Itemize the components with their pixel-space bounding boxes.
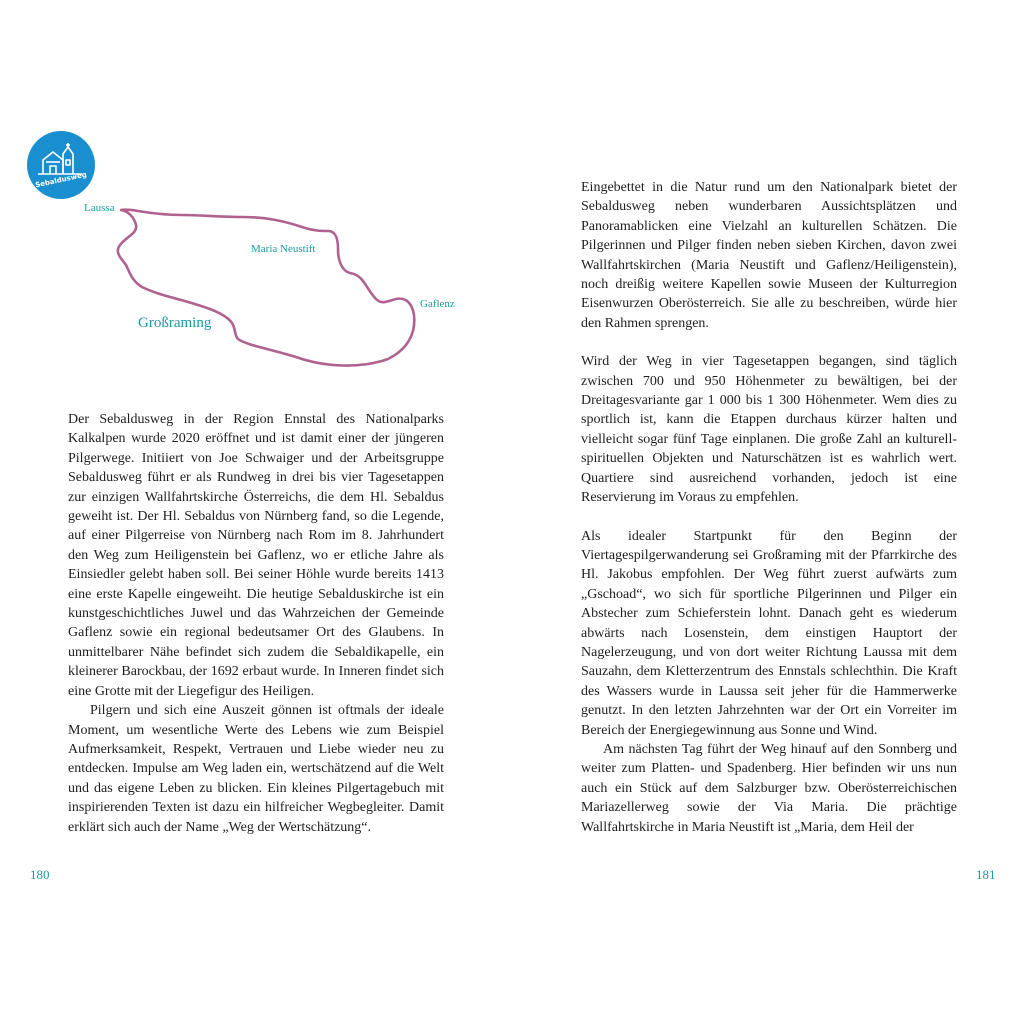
right-text-column	[581, 178, 957, 837]
map-label-gaflenz: Gaflenz	[420, 298, 455, 310]
page-number: 181	[976, 867, 996, 882]
paragraph: Als idealer Startpunkt für den Beginn der Viertagespilgerwanderung sei Großraming mit der Pfarrkirche des Hl. Jakobus empfohlen. Der Weg führt zuerst aufwärts zum „Gschoad“, wo sich für sportliche Pilgerinnen und Pilger ein Abstecher zum Schieferstein lohnt. Danach geht es wiederum abwärts nach Losenstein, dem einstigen Hauptort der Nagelerzeugung, und von dort weiter Richtung Laussa mit dem Sauzahn, dem Kletterzentrum des Ennstals schlechthin. Die Kraft des Wassers wurde in Laussa seit jeher für die Hammerwerke genutzt. In den letzten Jahrzehnten war der Ort ein Vorreiter im Bereich der Energiegewinnung aus Sonne und Wind.	[581, 528, 957, 738]
paragraph: Der Sebaldusweg in der Region Ennstal des Nationalparks Kalkalpen wurde 2020 eröffnet und ist damit einer der jüngeren Pilgerwege. Initiiert von Joe Schwaiger und der Arbeitsgruppe Sebaldusweg führt er als Rundweg in drei bis vier Tagesetappen zur einzigen Wallfahrtskirche Österreichs, die dem Hl. Sebaldus geweiht ist. Der Hl. Sebaldus von Nürnberg fand, so die Legende, auf einer Pilgerreise von Nürnberg nach Rom im 8. Jahrhundert den Weg zum Heiligenstein bei Gaflenz, wo er etliche Jahre als Einsiedler gelebt haben soll. Bei seiner Höhle wurde bereits 1413 eine erste Kapelle eingeweiht. Die heutige Sebalduskirche ist ein kunstgeschichtliches Juwel und das Wahrzeichen der Gemeinde Gaflenz sowie ein regional bedeutsamer Ort des Glaubens. In unmittelbarer Nähe befindet sich zudem die Sebaldikapelle, ein kleinerer Barockbau, der 1692 erbaut wurde. In Inneren findet sich eine Grotte mit der Liegefigur des Heiligen.	[68, 412, 444, 699]
paragraph: Eingebettet in die Natur rund um den Nationalpark bietet der Sebaldusweg neben wunderbaren Aussichtsplätzen und Panoramablicken eine Vielzahl an kulturellen Schätzen. Die Pilgerinnen und Pilger finden neben sieben Kirchen, davon zwei Wallfahrtskirchen (Maria Neustift und Gaflenz/Heiligenstein), noch dreißig weitere Kapellen sowie Museen der Kulturregion Eisenwurzen Oberösterreich. Sie alle zu beschreiben, würde hier den Rahmen sprengen.	[581, 180, 957, 331]
sebaldusweg-route	[118, 210, 414, 366]
map-label-grossraming: Großraming	[138, 315, 212, 331]
paragraph: Pilgern und sich eine Auszeit gönnen ist oftmals der ideale Moment, um wesentliche Werte des Lebens wie zum Beispiel Aufmerksamkeit, Respekt, Vertrauen und Liebe wieder neu zu entdecken. Impulse am Weg laden ein, wertschätzend auf die Welt und das eigene Leben zu blicken. Ein kleines Pilgertagebuch mit inspirierenden Texten ist dazu ein hilfreicher Wegbegleiter. Damit erklärt sich auch der Name „Weg der Wertschätzung“.	[68, 703, 444, 835]
sebaldusweg-logo-icon	[26, 130, 96, 200]
map-label-maria-neustift: Maria Neustift	[251, 243, 316, 255]
route-map	[70, 195, 470, 380]
logo-text: Sebaldusweg	[34, 170, 88, 190]
map-label-laussa: Laussa	[84, 202, 115, 214]
paragraph: Wird der Weg in vier Tagesetappen begangen, sind täglich zwischen 700 und 950 Höhenmeter zu bewältigen, bei der Dreitagesvariante gar 1 000 bis 1 300 Höhenmeter. Wem dies zu sportlich ist, kann die Etappen durchaus kürzer halten und vielleicht sogar fünf Tage einplanen. Die große Zahl an kulturell-spirituellen Objekten und Naturschätzen ist es wahrlich wert. Quartiere sind ausreichend vorhanden, jedoch ist eine Reservierung im Voraus zu empfehlen.	[581, 354, 957, 506]
left-text-column	[68, 410, 444, 837]
paragraph: Am nächsten Tag führt der Weg hinauf auf den Sonnberg und weiter zum Platten- und Spadenberg. Hier befinden wir uns nun auch ein Stück auf dem Salzburger bzw. Oberösterreichischen Mariazellerweg sowie der Via Maria. Die prächtige Wallfahrtskirche in Maria Neustift ist „Maria, dem Heil der	[581, 741, 957, 835]
page-number: 180	[30, 867, 50, 882]
